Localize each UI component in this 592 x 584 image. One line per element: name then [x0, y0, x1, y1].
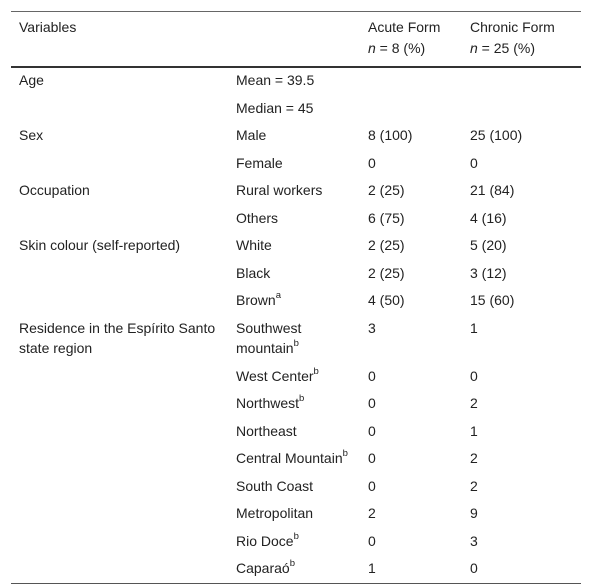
table-row — [11, 287, 581, 315]
acute-n — [368, 38, 454, 59]
category-cell — [228, 473, 360, 501]
chronic-n — [470, 38, 573, 59]
category-cell — [228, 528, 360, 556]
variable-cell — [11, 500, 228, 528]
category-label: Rio Doce — [236, 532, 294, 549]
category-label: Central Mountain — [236, 450, 343, 466]
chronic-value-cell: 2 — [470, 395, 478, 411]
chronic-value-cell: 25 (100) — [470, 127, 523, 143]
category-cell — [228, 418, 360, 446]
chronic-value-cell: 0 — [470, 367, 478, 384]
chronic-n-value: = 25 (%) — [477, 40, 535, 56]
table-row — [11, 445, 581, 473]
category-label: Brown — [236, 292, 276, 308]
category-label: Rural workers — [236, 182, 323, 198]
table-row — [11, 528, 581, 556]
variable-cell — [11, 555, 228, 583]
chronic-value-cell: 3 — [470, 532, 478, 549]
acute-value-cell — [360, 67, 462, 95]
data-table — [11, 11, 581, 584]
acute-value-cell: 0 — [368, 422, 376, 439]
category-label: Northeast — [236, 422, 297, 439]
category-label: West Center — [236, 367, 314, 384]
acute-value-cell: 8 (100) — [368, 127, 413, 143]
acute-value-cell: 6 (75) — [368, 209, 405, 226]
table-row — [11, 418, 581, 446]
chronic-value-cell: 9 — [470, 505, 478, 521]
variable-cell — [11, 287, 228, 315]
category-cell — [228, 445, 360, 473]
variable-cell: Sex — [19, 127, 44, 143]
table-row — [11, 205, 581, 233]
category-label: Mean = 39.5 — [236, 72, 315, 88]
table-row — [11, 555, 581, 583]
category-cell — [228, 205, 360, 233]
category-cell — [228, 260, 360, 288]
chronic-value-cell: 2 — [470, 450, 478, 466]
variable-cell: Skin colour (self-reported) — [19, 237, 181, 253]
variable-cell — [11, 528, 228, 556]
chronic-value-cell: 5 (20) — [470, 237, 507, 253]
category-cell — [228, 555, 360, 583]
category-cell — [228, 232, 360, 260]
category-cell — [228, 390, 360, 418]
variable-cell — [11, 473, 228, 501]
acute-value-cell: 4 (50) — [368, 292, 405, 308]
category-cell — [228, 363, 360, 391]
acute-value-cell: 1 — [368, 560, 376, 576]
category-label: Northwest — [236, 395, 300, 411]
category-label: White — [236, 237, 272, 253]
category-cell — [228, 177, 360, 205]
footnote-marker: b — [342, 448, 348, 460]
variable-cell — [11, 418, 228, 446]
footnote-marker: b — [313, 365, 319, 377]
variable-cell — [11, 205, 228, 233]
category-cell — [228, 287, 360, 315]
table-row — [11, 473, 581, 501]
chronic-value-cell: 4 (16) — [470, 209, 507, 226]
acute-title: Acute Form — [368, 19, 441, 35]
footnote-marker: b — [289, 558, 295, 570]
chronic-value-cell — [462, 95, 581, 123]
variable-cell — [11, 390, 228, 418]
category-cell — [228, 500, 360, 528]
chronic-value-cell: 3 (12) — [470, 264, 507, 281]
category-cell — [228, 150, 360, 178]
table-row — [11, 232, 581, 260]
category-label: Black — [236, 264, 271, 281]
table-row — [11, 95, 581, 123]
variable-cell — [11, 260, 228, 288]
chronic-value-cell — [462, 67, 581, 95]
acute-value-cell: 2 (25) — [368, 237, 405, 253]
acute-value-cell: 3 — [368, 319, 376, 336]
table-row — [11, 363, 581, 391]
table-row — [11, 122, 581, 150]
variable-cell — [11, 150, 228, 178]
category-cell — [228, 67, 360, 95]
chronic-title: Chronic Form — [470, 19, 555, 35]
category-cell — [228, 315, 360, 363]
table-row — [11, 150, 581, 178]
category-label: Median = 45 — [236, 99, 314, 116]
chronic-n-symbol: n — [470, 40, 478, 56]
header-variables: Variables — [19, 19, 77, 35]
variable-cell — [11, 445, 228, 473]
variable-cell: Age — [19, 72, 44, 88]
acute-value-cell: 2 (25) — [368, 182, 405, 198]
header-row — [11, 12, 581, 68]
category-label: Caparaó — [236, 560, 290, 576]
acute-value-cell: 0 — [368, 395, 376, 411]
variable-cell: Occupation — [19, 182, 90, 198]
chronic-value-cell: 1 — [470, 422, 478, 439]
category-label: Southwest mountain — [236, 319, 302, 356]
acute-n-symbol: n — [368, 40, 376, 56]
category-label: Male — [236, 127, 267, 143]
acute-value-cell: 0 — [368, 367, 376, 384]
table-header — [11, 12, 581, 68]
variable-cell — [11, 95, 228, 123]
category-label: Others — [236, 209, 279, 226]
chronic-value-cell: 15 (60) — [470, 292, 515, 308]
footnote-marker: b — [293, 530, 299, 542]
category-label: Metropolitan — [236, 505, 314, 521]
chronic-value-cell: 21 (84) — [470, 182, 515, 198]
acute-value-cell: 0 — [368, 477, 376, 494]
chronic-value-cell: 2 — [470, 477, 478, 494]
category-cell — [228, 122, 360, 150]
table-row — [11, 67, 581, 95]
table-row — [11, 315, 581, 363]
chronic-value-cell: 1 — [470, 319, 478, 336]
header-acute-form — [360, 12, 462, 68]
table-row — [11, 500, 581, 528]
chronic-value-cell: 0 — [470, 154, 478, 171]
variable-cell — [11, 363, 228, 391]
acute-value-cell: 0 — [368, 154, 376, 171]
footnote-marker: b — [299, 393, 305, 405]
variable-cell: Residence in the Espírito Santo state region — [19, 319, 216, 356]
header-chronic-form — [462, 12, 581, 68]
table-row — [11, 390, 581, 418]
category-cell — [228, 95, 360, 123]
acute-value-cell: 0 — [368, 532, 376, 549]
acute-value-cell: 2 (25) — [368, 264, 405, 281]
category-label: South Coast — [236, 477, 314, 494]
header-category — [228, 12, 360, 68]
table-row — [11, 177, 581, 205]
table-body — [11, 67, 581, 583]
table-row — [11, 260, 581, 288]
category-label: Female — [236, 154, 283, 171]
footnote-marker: b — [293, 338, 299, 350]
footnote-marker: a — [275, 290, 281, 302]
acute-value-cell — [360, 95, 462, 123]
acute-n-value: = 8 (%) — [375, 40, 426, 56]
acute-value-cell: 0 — [368, 450, 376, 466]
chronic-value-cell: 0 — [470, 560, 478, 576]
acute-value-cell: 2 — [368, 505, 376, 521]
